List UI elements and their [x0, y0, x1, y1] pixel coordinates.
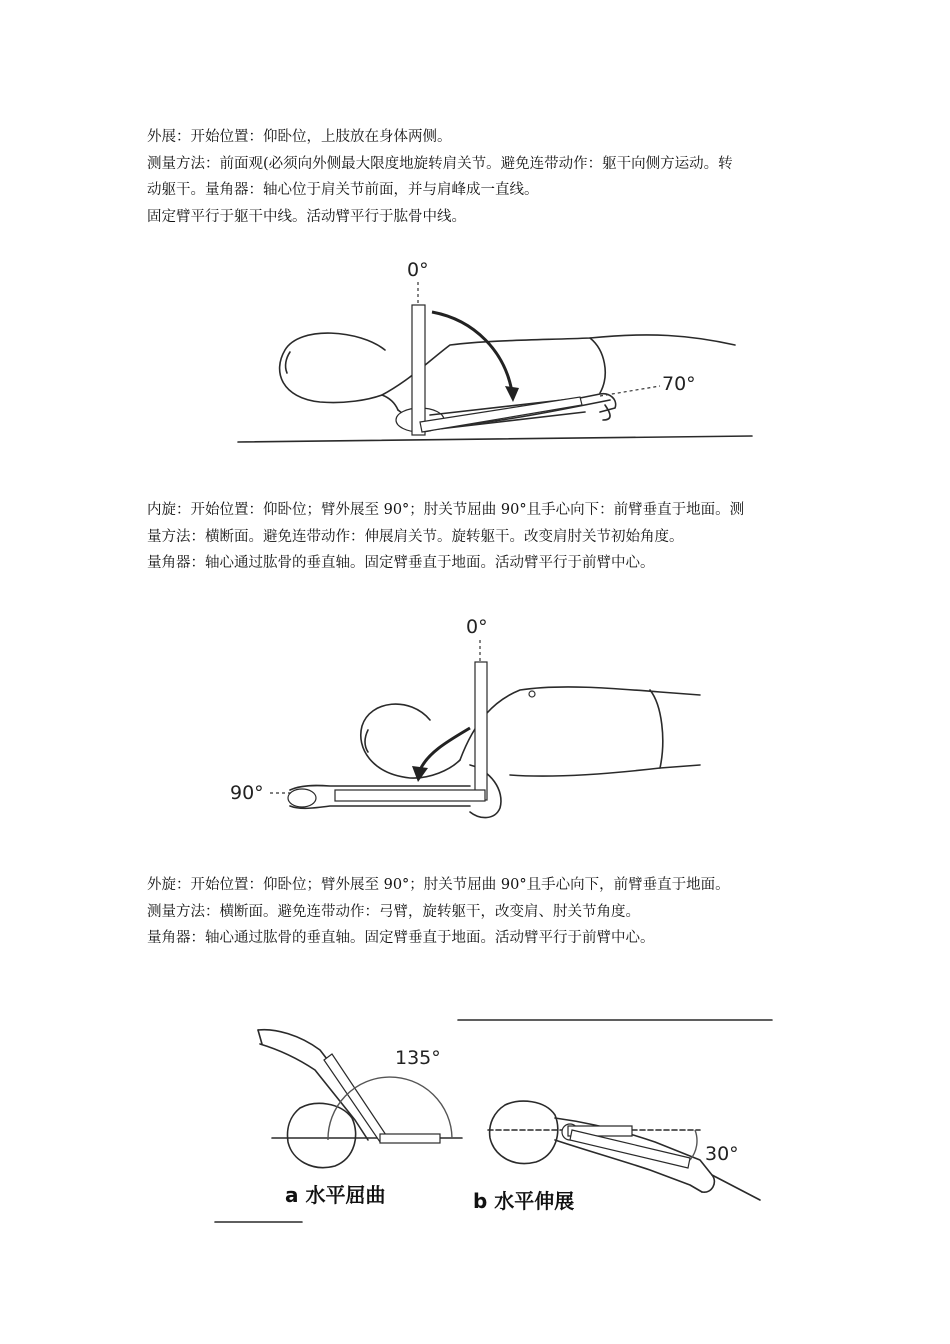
abduction-label-0deg: 0° — [407, 259, 429, 281]
external-rotation-line-3: 量角器：轴心通过肱骨的垂直轴。固定臂垂直于地面。活动臂平行于前臂中心。 — [147, 930, 655, 946]
internal-rotation-line-2: 量方法：横断面。避免连带动作：伸展肩关节。旋转躯干。改变肩肘关节初始角度。 — [147, 528, 684, 545]
internal-rotation-line-1: 内旋：开始位置：仰卧位；臂外展至 90°；肘关节屈曲 90°且手心向下：前臂垂直于地面。测 — [147, 502, 745, 518]
horizontal-flexion-caption: a 水平屈曲 — [285, 1183, 386, 1207]
abduction-label-70deg: 70° — [662, 373, 696, 395]
external-rotation-line-2: 测量方法：横断面。避免连带动作：弓臂，旋转躯干，改变肩、肘关节角度。 — [147, 903, 640, 920]
abduction-line-3: 动躯干。量角器：轴心位于肩关节前面，并与肩峰成一直线。 — [147, 182, 539, 198]
horizontal-extension-caption: b 水平伸展 — [473, 1189, 575, 1213]
horizontal-flexion-angle: 135° — [395, 1047, 441, 1069]
abduction-line-4: 固定臂平行于躯干中线。活动臂平行于肱骨中线。 — [147, 208, 466, 225]
internal-rotation-line-3: 量角器：轴心通过肱骨的垂直轴。固定臂垂直于地面。活动臂平行于前臂中心。 — [147, 555, 655, 571]
horizontal-extension-angle: 30° — [705, 1143, 739, 1165]
internal-rotation-label-0deg: 0° — [466, 616, 488, 638]
abduction-line-2: 测量方法：前面观(必须向外侧最大限度地旋转肩关节。避免连带动作：躯干向侧方运动。转 — [147, 155, 733, 172]
internal-rotation-label-90deg: 90° — [230, 782, 264, 804]
abduction-line-1: 外展：开始位置：仰卧位，上肢放在身体两侧。 — [147, 129, 452, 145]
external-rotation-line-1: 外旋：开始位置：仰卧位；臂外展至 90°；肘关节屈曲 90°且手心向下，前臂垂直于地面。 — [147, 877, 730, 893]
